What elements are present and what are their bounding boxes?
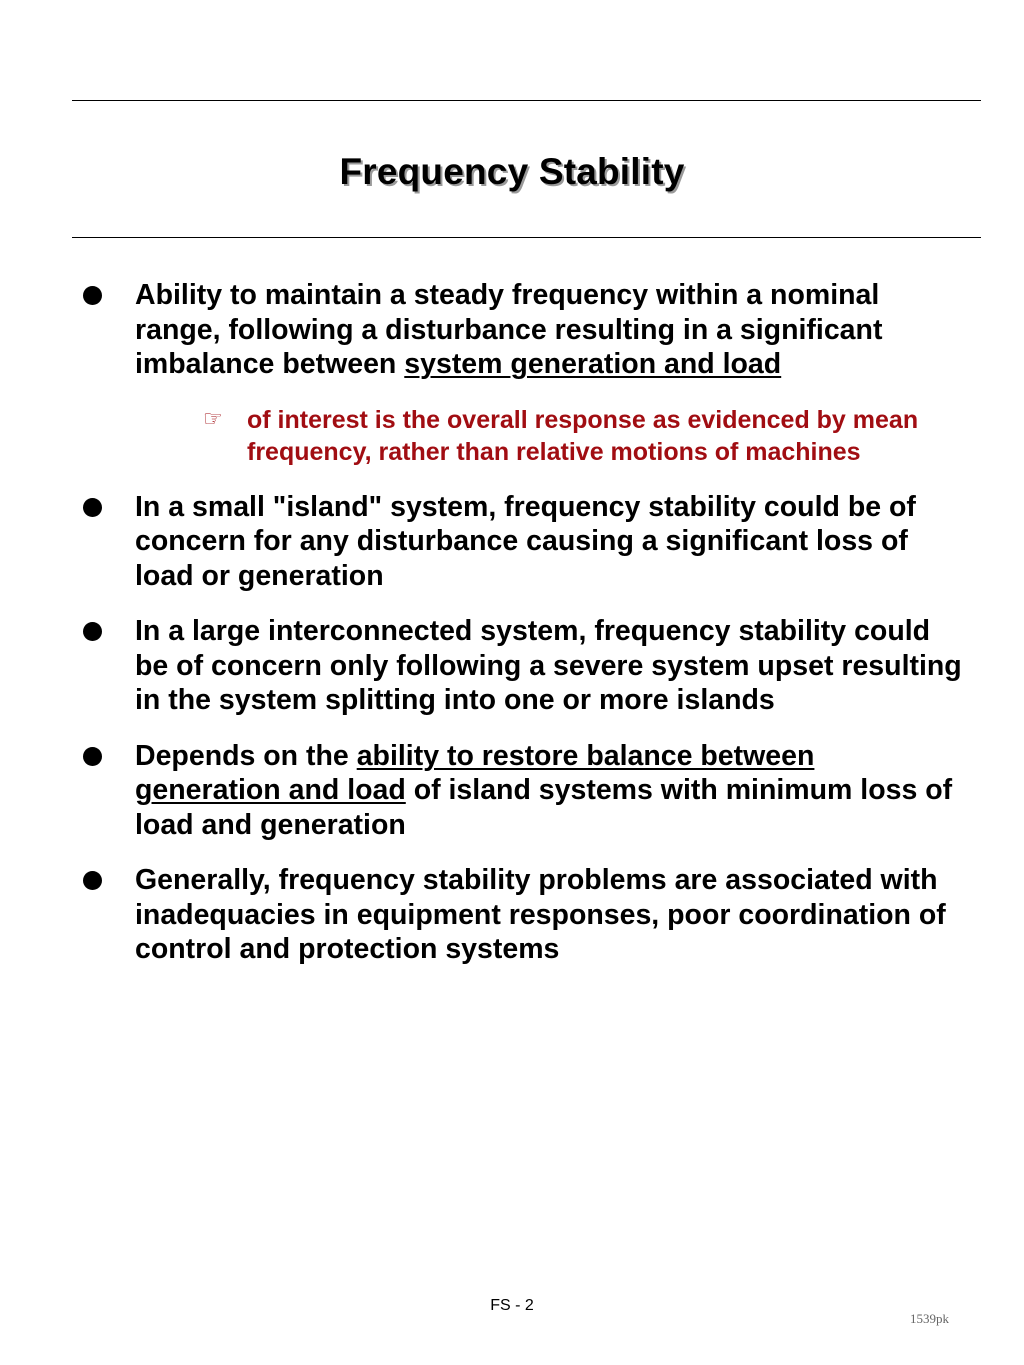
bullet-dot-icon <box>83 871 102 890</box>
bullet-text-segment: Depends on the <box>135 739 357 772</box>
bullet-text: Generally, frequency stability problems are associated with inadequacies in equipment responses, poor coordination of control and protection systems <box>135 864 946 965</box>
page-title: Frequency Stability <box>339 151 685 192</box>
bullet-dot-icon <box>83 498 102 517</box>
bullet-dot-icon <box>83 286 102 305</box>
bullet-item <box>82 278 962 469</box>
pointing-hand-icon: ☞ <box>203 406 223 432</box>
bullet-list <box>82 278 962 988</box>
bullet-text <box>135 739 962 843</box>
bullet-text: In a large interconnected system, frequency stability could be of concern only following a severe system upset resulting in the system splitting into one or more islands <box>135 615 962 716</box>
top-rule <box>72 100 981 101</box>
bullet-item <box>82 614 962 718</box>
bullet-text-underlined: ability to restore balance between generation and load <box>135 739 815 806</box>
bullet-text-segment: Ability to maintain a steady frequency within a nominal range, following a disturbance resulting in a significant imbalance between <box>135 279 883 380</box>
bullet-text: In a small "island" system, frequency stability could be of concern for any disturbance causing a significant loss of load or generation <box>135 490 916 592</box>
sub-bullet-text: of interest is the overall response as evidenced by mean frequency, rather than relative motions of machines <box>247 405 919 466</box>
bullet-item <box>82 739 962 843</box>
bullet-item <box>82 863 962 967</box>
bullet-text-underlined: system generation and load <box>404 348 782 380</box>
bullet-item <box>82 490 962 594</box>
bullet-dot-icon <box>83 747 102 766</box>
title-bottom-rule <box>72 237 981 238</box>
bullet-dot-icon <box>83 622 102 641</box>
bullet-text-segment: of island systems with minimum loss of load and generation <box>135 774 953 841</box>
sub-bullet-item <box>135 404 962 469</box>
slide-code: 1539pk <box>910 1311 949 1326</box>
page-number: FS - 2 <box>490 1297 534 1314</box>
bullet-text <box>135 278 962 382</box>
